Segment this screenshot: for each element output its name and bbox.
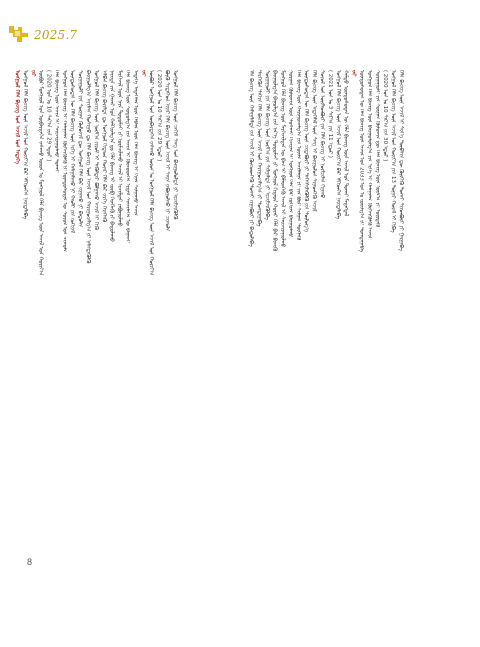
text-line: ᠬᠠᠮᠲᠤ ᠦᠨᠳᠦᠰᠦᠲᠡᠨ ᠦ ᠬᠡᠯᠡ ᠪᠢᠴᠢᠭ ᠦᠨ ᠠᠵᠢᠯ ᠤᠨ ᠲᠤᠬᠠᠢ ᠮᠡᠳᠡᠭᠳᠡᠯ: [342, 70, 349, 217]
text-line: ( 2021 ᠣᠨ ᠤ 3 ᠰᠠᠷ᠎ᠠ ᠶᠢᠨ 11 ᠡᠳᠦᠷ ): [326, 70, 333, 158]
text-line: ᠮᠡᠷᠭᠡᠵᠢᠯ ᠦᠨ ᠨᠡᠷᠡ ᠳᠣᠳᠣᠮᠵᠢ ᠶᠢ ᠨᠣᠷᠮᠴᠢᠯᠠᠬᠤ ᠠᠵᠢᠯ ᠢ ᠡᠷᠴᠢᠮᠲᠡᠢ ᠶᠠᠪᠤᠭᠤᠯᠬᠤ: [116, 70, 123, 227]
text-line: ᠥᠪᠦᠷ ᠮᠣᠩᠭᠣᠯ ᠤᠨ ᠥᠪᠡᠷᠲᠡᠭᠡᠨ ᠵᠠᠰᠠᠬᠤ ᠣᠷᠣᠨ ᠤ ᠮᠣᠩᠭᠣᠯ ᠬᠡᠯᠡ ᠪᠢᠴᠢᠭ ᠦᠨ ᠠᠵᠢᠯ ᠤᠨ ᠬᠣᠷᠢᠶ᠎ᠠ: [37, 70, 44, 276]
text-line: ᠪᠦᠬᠦ ᠰᠢᠳᠡᠭᠡᠳ ᠢᠶᠡᠷ ᠬᠡᠯᠡ ᠪᠢᠴᠢᠭ ᠦᠨ ᠠᠵᠢᠯ ᠢ ᠰᠠᠢᠨ ᠶᠠᠪᠤᠭᠤᠯᠬᠤ ᠨᠢ ᠴᠢᠬᠤᠯᠠ: [163, 70, 170, 232]
right-text-column: [247, 70, 405, 540]
text-line: ᠮᠣᠩᠭᠣᠯ ᠬᠡᠯᠡ ᠪᠢᠴᠢᠭ ᠦᠨ ᠪᠠᠢᠭᠤᠯᠤᠯᠭ᠎ᠠ ᠶᠢᠨ ᠡᠷᠬᠡ ᠢ ᠬᠠᠮᠠᠭᠠᠯᠠᠨ ᠬᠥᠭᠵᠢᠭᠦᠯᠬᠦ ᠠᠵᠢᠯ: [366, 70, 373, 239]
text-line: ᠰᠤᠷᠭᠠᠭᠤᠯᠢ ᠶᠢᠨ ᠰᠤᠷᠭᠠᠨ ᠬᠦᠮᠦᠵᠢᠯ ᠳᠦ ᠮᠣᠩᠭᠣᠯ ᠬᠡᠯᠡ ᠪᠡᠷ ᠵᠢᠭᠠᠬᠤ ᠶᠢ ᠪᠠᠲᠤᠯᠠᠨ: [77, 70, 84, 228]
text-line: ᠲᠡᠷᠭᠡᠭᠦᠨ ᠳᠡᠭᠡᠷᠡ ᠬᠡᠯᠡ ᠪᠢᠴᠢᠭ ᠦᠨ ᠠᠵᠢᠯ ᠤᠨ ᠬᠠᠷᠢᠭᠤᠴᠠᠯᠭ᠎ᠠ ᠶᠢ ᠲᠣᠭᠲᠠᠭᠠᠪᠠ: [255, 70, 262, 227]
text-line: ᠮᠣᠩᠭᠣᠯ ᠬᠡᠯᠡ ᠪᠢᠴᠢᠭ ᠦᠨ ᠮᠡᠷᠭᠡᠵᠢᠯᠲᠡᠨ ᠦ ᠪᠠᠭ ᠢ ᠪᠡᠯᠡᠳᠬᠡᠬᠦ ᠠᠵᠢᠯ ᠢ ᠰᠠᠢᠵᠢᠷᠠᠭᠤᠯᠬᠤ: [279, 70, 286, 248]
text-line: ᠮᠣᠩᠭᠣᠯ ᠬᠡᠯᠡ ᠪᠢᠴᠢᠭ ᠢ ᠬᠠᠮᠠᠭᠠᠯᠠᠨ ᠬᠥᠭᠵᠢᠭᠦᠯᠬᠦ ᠨᠢ ᠦᠨᠳᠦᠰᠦᠲᠡᠨ ᠦ ᠰᠣᠶᠣᠯ ᠤᠨ ᠴᠢᠬᠤᠯᠠ: [61, 70, 68, 253]
text-line: ( 2020 ᠣᠨ ᠤ 10 ᠰᠠᠷ᠎ᠠ ᠶᠢᠨ 30 ᠡᠳᠦᠷ ): [382, 70, 389, 162]
text-line: ᠬᠡᠯᠡ ᠪᠢᠴᠢᠭ ᠦᠨ ᠰᠤᠳᠤᠯᠭ᠎ᠠ ᠶᠢᠨ ᠠᠵᠢᠯ ᠢ ᠬᠦᠴᠦᠳᠬᠡᠨ ᠡᠷᠳᠡᠮ ᠰᠢᠨᠵᠢᠯᠡᠭᠡᠨ ᠦ ᠪᠠᠭᠠᠵᠢ: [124, 70, 131, 243]
text-line: ᠰᠤᠷᠭᠠᠨ ᠬᠦᠮᠦᠵᠢᠯ ᠦᠨ ᠲᠤᠰᠬᠠᠢ ᠬᠢᠴᠢᠶᠡᠯ ᠢ ᠮᠣᠩᠭᠣᠯ ᠬᠡᠯᠡ ᠪᠡᠷ ᠵᠣᠬᠢᠶᠠᠨ ᠪᠠᠢᠭᠤᠯᠬᠤ: [287, 70, 294, 238]
text-line: ᠰᠤᠷᠭᠠᠭᠤᠯᠢ ᠶᠢᠨ ᠰᠤᠷᠭᠠᠨ ᠬᠦᠮᠦᠵᠢᠯ ᠳᠦ ᠬᠡᠯᠡ ᠪᠢᠴᠢᠭ ᠦᠨ ᠨᠣᠷᠮ᠎ᠠ ᠶᠢ ᠮᠥᠷᠳᠡᠬᠦ: [374, 70, 381, 228]
text-line: ᠮᠡᠳᠡᠭᠡ ᠮᠡᠳᠡᠭᠡᠯᠡᠯ ᠦᠨ ᠬᠡᠪᠯᠡᠯ ᠦᠨ ᠬᠡᠯᠡ ᠪᠢᠴᠢᠭ ᠢ ᠬᠢᠨᠠᠨ ᠰᠢᠯᠭᠠᠬᠤ ᠠᠵᠢᠯ: [132, 70, 139, 216]
text-line: ᠬᠡᠯᠡ ᠪᠢᠴᠢᠭ ᠦᠨ ᠬᠠᠷᠢᠭᠤᠴᠠᠯᠭ᠎ᠠ ᠶᠢᠨ ᠦᠢᠯᠡ ᠠᠵᠢᠯᠯᠠᠭᠠ ᠶᠢ ᠵᠢᠯ ᠪᠦᠷ ᠰᠢᠯᠭᠠᠨ ᠳᠦᠭᠨᠡᠬᠦ: [295, 70, 302, 241]
text-line: ᠠᠯᠪᠠᠨ ᠪᠢᠴᠢᠭ ᠪᠠᠷᠢᠮᠲᠠ ᠳᠤ ᠮᠣᠩᠭᠣᠯ ᠬᠢᠲᠠᠳ ᠬᠣᠶᠠᠷ ᠬᠡᠯᠡ ᠪᠡᠷ ᠵᠡᠷᠭᠡ ᠬᠡᠷᠡᠭᠯᠡᠬᠦ: [100, 70, 107, 223]
text-line: ᠰᠤᠷᠭᠠᠭᠤᠯᠢ ᠶᠢᠨ ᠬᠡᠯᠡ ᠪᠢᠴᠢᠭ ᠦᠨ ᠨᠣᠷᠮ᠎ᠠ ᠶᠢᠨ ᠰᠢᠯᠭᠠᠯᠲᠠ ᠶᠢ ᠡᠷᠴᠢᠮᠵᠢᠭᠦᠯᠪᠡ: [263, 70, 270, 220]
text-line: ᠦᠨᠳᠦᠰᠦᠲᠡᠨ ᠦ ᠬᠡᠯᠡ ᠪᠢᠴᠢᠭ ᠦᠨ ᠡᠷᠬᠡ ᠢ ᠬᠠᠮᠠᠭᠠᠯᠠᠬᠤ ᠨᠢ ᠬᠠᠤᠯᠢ ᠶᠢᠨ ᠵᠣᠬᠢᠶᠠᠯ: [69, 70, 76, 233]
text-line: ᠦᠨᠳᠦᠰᠦᠲᠡᠨ ᠦ ᠬᠡᠯᠡ ᠪᠢᠴᠢᠭ ᠦᠨ ᠠᠵᠢᠯ ᠤᠨ 2033 ᠣᠨ ᠤ ᠵᠣᠷᠢᠯᠭ᠎ᠠ ᠶᠢ ᠲᠣᠭᠲᠠᠭᠠᠪᠠ: [358, 70, 365, 253]
text-line: ᠬᠡᠯᠡ ᠪᠢᠴᠢᠭ ᠦᠨ ᠠᠵᠢᠯ ᠢ ᠰᠢᠨ᠎ᠡ ᠲᠥᠪᠰᠢᠨ ᠳᠦ ᠬᠥᠷᠭᠡᠬᠦ ᠲᠤᠬᠠᠢ ᠰᠢᠢᠳᠪᠦᠷᠢ ᠶᠢ ᠭᠠᠷᠭᠠᠪᠠ: [397, 70, 404, 251]
text-line: ( 2020 ᠣᠨ ᠤ 10 ᠰᠠᠷ᠎ᠠ ᠶᠢᠨ 29 ᠡᠳᠦᠷ ): [45, 70, 52, 162]
mongolian-script-logo-icon: [6, 24, 32, 44]
text-line: ᠬᠡᠯᠡ ᠪᠢᠴᠢᠭ ᠦᠨ ᠠᠵᠢᠯ ᠢ ᠰᠠᠢᠵᠢᠷᠠᠭᠤᠯᠬᠤ ᠲᠤᠬᠠᠢ: [53, 70, 60, 173]
section-heading: ᠵᠠᠷ: [140, 70, 147, 77]
text-line: ᠥᠪᠦᠷ ᠮᠣᠩᠭᠣᠯ ᠤᠨ ᠥᠪᠡᠷᠲᠡᠭᠡᠨ ᠵᠠᠰᠠᠬᠤ ᠣᠷᠣᠨ ᠤ ᠮᠣᠩᠭᠣᠯ ᠬᠡᠯᠡ ᠪᠢᠴᠢᠭ ᠦᠨ ᠠᠵᠢᠯ ᠤᠨ ᠬᠣᠷᠢᠶ᠎ᠠ: [148, 70, 155, 276]
page-number: 8: [27, 557, 33, 567]
issue-year: 2025.7: [34, 28, 78, 42]
text-line: ᠰᠣᠶᠣᠯ ᠤᠨ ᠦᠢᠯᠡᠳᠪᠦᠷᠢ ᠶᠢᠨ ᠬᠡᠯᠡ ᠪᠢᠴᠢᠭ ᠢ ᠨᠣᠷᠮᠴᠢᠯᠠᠨ ᠬᠢᠨᠠᠬᠤ: [319, 70, 326, 199]
text-line: ᠦᠨᠳᠦᠰᠦᠲᠡᠨ ᠦ ᠬᠡᠯᠡ ᠪᠢᠴᠢᠭ ᠦᠨ ᠴᠢᠳᠠᠪᠤᠷᠢ ᠶᠢ ᠳᠡᠭᠡᠭᠰᠢᠯᠡᠭᠦᠯᠬᠦ ᠶᠢᠨ ᠲᠥᠯᠥᠭ᠎ᠡ: [303, 70, 310, 233]
text-line: ᠮᠣᠩᠭᠣᠯ ᠬᠡᠯᠡ ᠪᠢᠴᠢᠭ ᠦᠨ ᠠᠵᠢᠯ ᠤᠨ ᠬᠣᠷᠢᠶ᠎ᠠ ᠪᠠᠷ ᠡᠮᠬᠢᠳᠬᠡᠨ ᠨᠡᠢᠲᠡᠯᠡᠪᠡ: [21, 70, 28, 220]
left-text-column: [13, 70, 179, 540]
text-line: ᠡᠯᠡ ᠪᠢᠴᠢᠭ ᠦᠨ ᠬᠠᠮᠠᠭᠠᠯᠠᠯᠲᠠ ᠶᠢᠨ ᠠᠵᠢᠯ ᠢ ᠬᠦᠴᠦᠳᠬᠡᠬᠦ ᠲᠤᠬᠠᠢ ᠵᠢᠭᠠᠪᠤᠷᠢ ᠶᠢ ᠪᠠᠲᠤᠯᠠᠪᠠ: [248, 70, 254, 247]
section-heading: ᠵᠠᠷ: [350, 70, 357, 77]
text-line: ᠬᠡᠯᠡ ᠪᠢᠴᠢᠭ ᠦᠨ ᠮᠡᠳᠡᠭᠡᠯᠡᠯ ᠦᠨ ᠰᠠᠩ ᠢ ᠪᠠᠢᠭᠤᠯᠤᠨ ᠰᠢᠨᠡᠳᠬᠡᠬᠦ ᠠᠵᠢᠯ: [311, 70, 318, 212]
article-title: ᠮᠤᠩᠭᠤᠯ ᠬᠡᠯᠡ ᠪᠢᠴᠢᠭ ᠤᠨ ᠠᠵᠢᠯ ᠤᠨ ᠮᠡᠳᠡᠭᠡ: [14, 70, 20, 165]
text-line: ᠪᠠᠢᠭᠤᠯᠭ᠎ᠠ ᠪᠠᠭᠤᠯᠭ᠎ᠠ ᠶᠢᠨ ᠨᠡᠷ᠎ᠡ ᠳᠣᠳᠣᠮᠵᠢ ᠶᠢ ᠮᠣᠩᠭᠣᠯ ᠬᠢᠲᠠᠳ ᠬᠣᠶᠠᠷ ᠬᠡᠯᠡ ᠪᠡᠷ ᠪᠢᠴᠢᠬᠦ: [271, 70, 278, 251]
text-line: ᠪᠠᠢᠭᠤᠯᠯᠭ᠎ᠠ ᠠᠶᠢᠮᠠᠭ ᠬᠣᠰᠢᠭᠤ ᠳᠤ ᠬᠡᠯᠡ ᠪᠢᠴᠢᠭ ᠦᠨ ᠠᠵᠢᠯ ᠤᠨ ᠬᠠᠷᠢᠭᠤᠴᠠᠯᠭ᠎ᠠ ᠶᠢ ᠨᠡᠮᠡᠭᠳᠡᠭᠦᠯᠬᠦ: [85, 70, 92, 264]
section-heading: ᠵᠠᠷ: [29, 70, 36, 77]
text-line: ( 2020 ᠣᠨ ᠤ 10 ᠰᠠᠷ᠎ᠠ ᠶᠢᠨ 29 ᠡᠳᠦᠷ ): [156, 70, 163, 162]
text-line: ᠮᠣᠩᠭᠣᠯ ᠬᠡᠯᠡ ᠪᠢᠴᠢᠭ ᠦᠨ ᠨᠣᠷᠮ᠎ᠠ ᠵᠢᠷᠤᠮ ᠢ ᠲᠡᠭᠦᠯᠳᠡᠷ ᠪᠣᠯᠭᠠᠬᠤ ᠠᠵᠢᠯ ᠢ ᠬᠢᠬᠦ: [92, 70, 99, 230]
text-line: ᠮᠣᠩᠭᠣᠯ ᠬᠡᠯᠡ ᠪᠢᠴᠢᠭ ᠦᠨ ᠠᠵᠢᠯ ᠤᠨ ᠬᠣᠷᠢᠶ᠎ᠠ ᠶᠢᠨ 13 ᠳᠤᠭᠠᠷ ᠬᠤᠷᠠᠯ ᠢ ᠬᠢᠪᠡ: [390, 70, 397, 233]
text-line: ᠨᠡᠶᠢᠲᠡ ᠶᠢᠨ ᠭᠠᠵᠠᠷ ᠤᠨ ᠬᠠᠮᠬᠢᠷᠠᠯᠭ᠎ᠠ ᠳᠤ ᠬᠡᠯᠡ ᠪᠢᠴᠢᠭ ᠢ ᠵᠥᠪ ᠬᠡᠷᠡᠭᠯᠡᠬᠦ ᠶᠢ ᠪᠠᠲᠤᠯᠠᠬᠤ: [108, 70, 115, 242]
text-line: ᠮᠣᠩᠭᠣᠯ ᠬᠡᠯᠡ ᠪᠢᠴᠢᠭ ᠦᠨ ᠴᠠᠬᠢᠮ ᠰᠠᠩ ᠤᠨ ᠪᠠᠢᠭᠤᠯᠤᠯᠲᠠ ᠶᠢ ᠡᠷᠴᠢᠮᠵᠢᠭᠦᠯᠬᠦ: [171, 70, 178, 220]
text-line: ᠮᠣᠩᠭᠣᠯ ᠬᠡᠯᠡ ᠪᠢᠴᠢᠭ ᠦᠨ ᠠᠵᠢᠯ ᠤᠨ ᠬᠣᠷᠢᠶ᠎ᠠ ᠪᠠᠷ ᠡᠮᠬᠢᠳᠬᠡᠨ ᠨᠡᠢᠲᠡᠯᠡᠪᠡ: [334, 70, 341, 220]
